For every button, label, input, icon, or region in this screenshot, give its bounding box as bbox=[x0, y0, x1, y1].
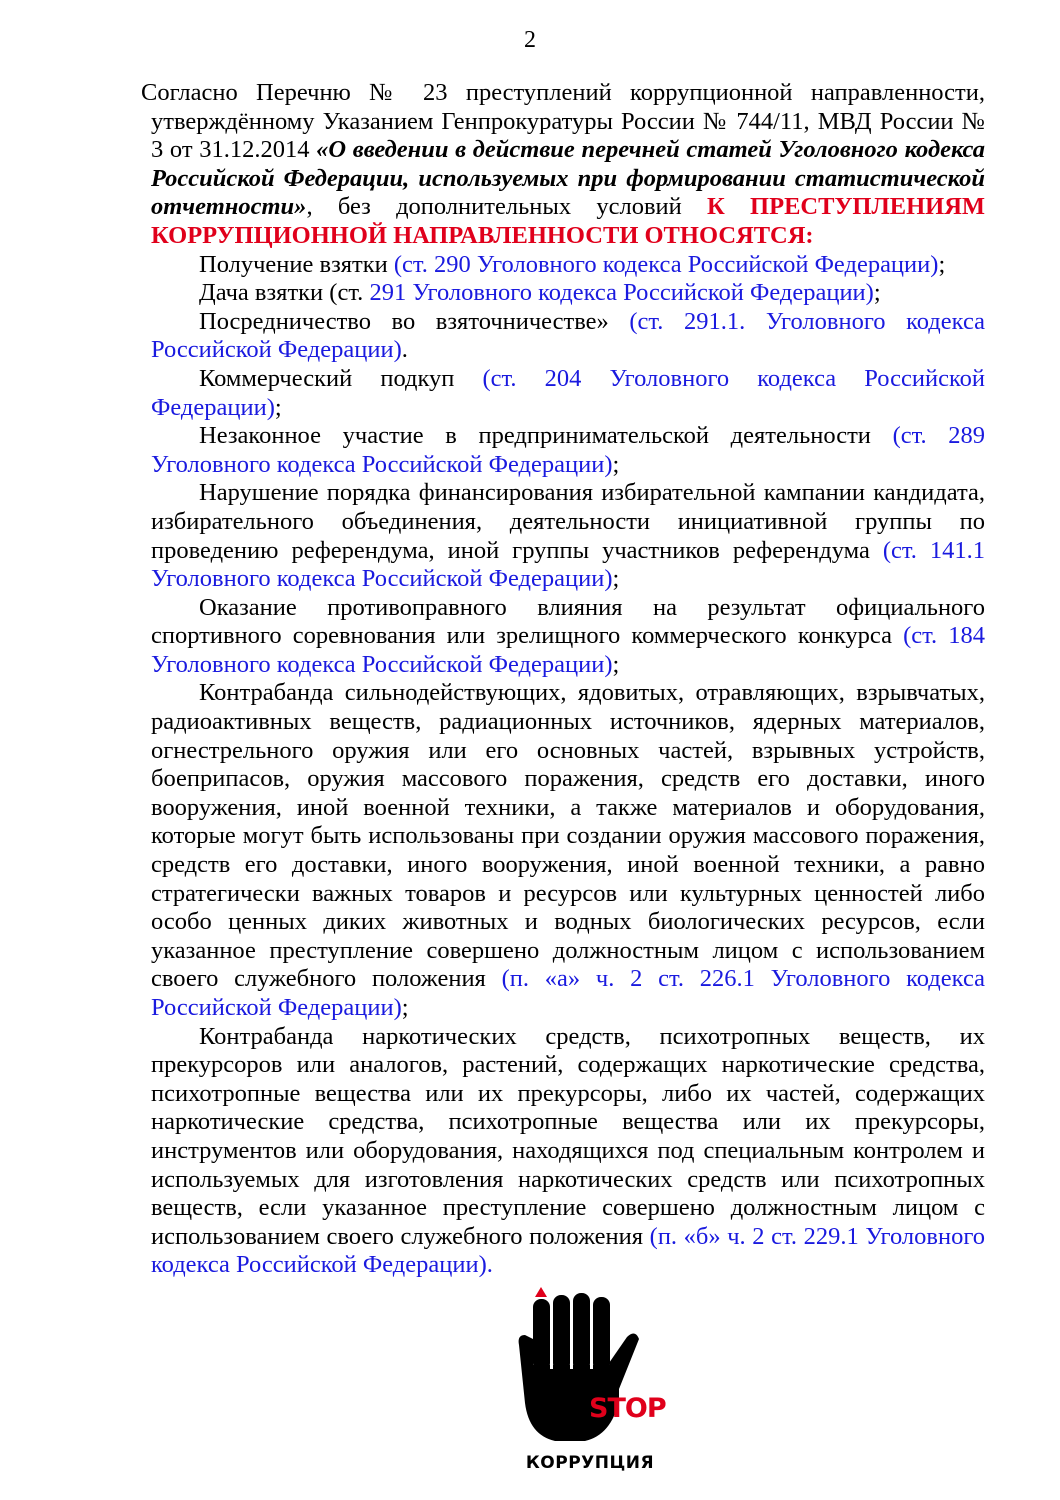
item-punct: ; bbox=[873, 279, 881, 307]
item-text: Дача взятки (ст. bbox=[199, 279, 370, 307]
item-punct: ; bbox=[612, 650, 620, 678]
item-reference: (ст. 289 Уголовного кодекса Российской Федерации) bbox=[151, 422, 985, 478]
item-punct: ; bbox=[401, 994, 409, 1021]
item-text: Получение взятки bbox=[199, 250, 394, 278]
list-item bbox=[151, 479, 985, 593]
item-text: Контрабанда сильнодействующих, ядовитых, отравляющих, взрывчатых, радиоактивных веществ, радиационных источников, ядерных материалов, огнестрельного оружия или его основных частей, взрывных устройств, боеприпасов, оружия массового поражения, средств его доставки, иного вооружения, иной военной техники, а также материалов и оборудования, которые могут быть использованы при создании оружия массового поражения, средств его доставки, иного вооружения, иной военной техники, а равно стратегически важных товаров и ресурсов или культурных ценностей либо особо ценных диких животных и водных биологических ресурсов, если указанное преступление совершено должностным лицом с использованием своего служебного положения bbox=[151, 679, 985, 993]
item-reference: (ст. 291.1. Уголовного кодекса Российской Федерации) bbox=[151, 307, 985, 364]
item-reference: 291 Уголовного кодекса Российской Федерации) bbox=[369, 279, 874, 307]
item-text: Оказание противоправного влияния на результат официального спортивного соревнования или зрелищного коммерческого конкурса bbox=[151, 593, 985, 650]
item-text: Нарушение порядка финансирования избирательной кампании кандидата, избирательного объединения, деятельности инициативной группы по проведению референдума, иной группы участников референдума bbox=[151, 479, 985, 564]
item-text: Контрабанда наркотических средств, психотропных веществ, их прекурсоров или аналогов, растений, содержащих наркотические средства, психотропные вещества или их прекурсоры, либо их частей, содержащих наркотические средства, психотропные вещества или их прекурсоры, инструментов или оборудования, находящихся под специальным контролем и используемых для изготовления наркотических средств или психотропных веществ, если указанное преступление совершено должностным лицом с использованием своего служебного положения bbox=[151, 1022, 985, 1250]
item-reference: (ст. 204 Уголовного кодекса Российской Федерации) bbox=[151, 364, 985, 421]
item-punct: ; bbox=[274, 393, 282, 421]
heading-crimes: К ПРЕСТУПЛЕНИЯМ КОРРУПЦИОННОЙ НАПРАВЛЕННОСТИ ОТНОСЯТСЯ: bbox=[151, 193, 986, 249]
item-punct: ; bbox=[612, 450, 620, 478]
decree-title: «О введении в действие перечней статей Уголовного кодекса Российской Федерации, используемых при формировании статистической отчетности» bbox=[151, 136, 985, 221]
item-text: Коммерческий подкуп bbox=[199, 364, 483, 392]
raised-hand-icon bbox=[515, 1285, 665, 1455]
intro-text-1: Согласно Перечню № 23 преступлений коррупционной направленности, утверждённому Указанием Генпрокуратуры России № 744/11, МВД России № 3 от 31.12.2014 bbox=[141, 79, 985, 164]
item-punct: ; bbox=[938, 250, 946, 278]
intro-text-2: , без дополнительных условий bbox=[306, 193, 708, 221]
item-text: Посредничество во взяточничестве» bbox=[199, 307, 630, 335]
list-item bbox=[151, 679, 985, 1022]
document-body bbox=[141, 79, 986, 1280]
list-item bbox=[151, 1023, 985, 1280]
item-reference: (ст. 141.1 Уголовного кодекса Российской Федерации) bbox=[151, 536, 985, 593]
item-punct: ; bbox=[612, 565, 620, 593]
list-item bbox=[151, 308, 985, 365]
page-number: 2 bbox=[524, 27, 536, 53]
item-reference: (п. «а» ч. 2 ст. 226.1 Уголовного кодекса Российской Федерации) bbox=[151, 965, 985, 1021]
list-item bbox=[151, 251, 985, 280]
list-item bbox=[151, 365, 985, 422]
item-text: Незаконное участие в предпринимательской деятельности bbox=[199, 422, 893, 450]
intro-paragraph bbox=[141, 79, 986, 251]
logo-caption: КОРРУПЦИЯ bbox=[525, 1453, 655, 1473]
item-reference: (п. «б» ч. 2 ст. 229.1 Уголовного кодекса Российской Федерации). bbox=[151, 1222, 986, 1279]
list-item bbox=[151, 594, 985, 680]
stop-corruption-logo bbox=[515, 1285, 665, 1485]
logo-stop-text: STOP bbox=[589, 1393, 666, 1424]
item-reference: (ст. 290 Уголовного кодекса Российской Федерации) bbox=[393, 250, 939, 278]
item-punct: . bbox=[401, 336, 408, 364]
list-item bbox=[151, 422, 985, 479]
item-reference: (ст. 184 Уголовного кодекса Российской Федерации) bbox=[151, 622, 985, 678]
list-item bbox=[151, 279, 985, 308]
